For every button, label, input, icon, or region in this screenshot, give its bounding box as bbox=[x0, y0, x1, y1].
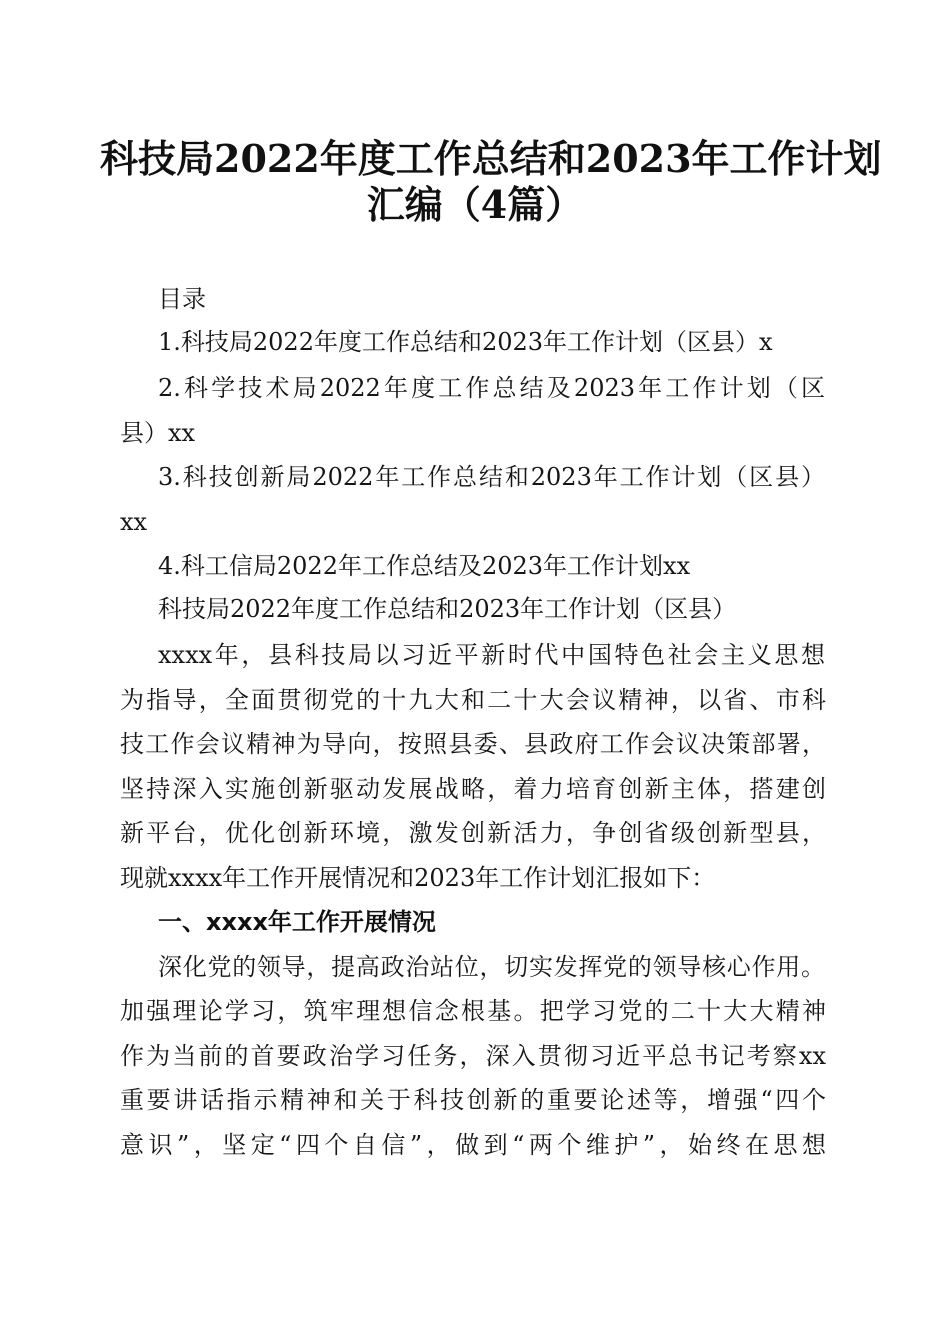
paragraph-1-line: 为指导，全面贯彻党的十九大和二十大会议精神，以省、市科 bbox=[120, 686, 826, 714]
section-1-heading: 一、xxxx年工作开展情况 bbox=[158, 908, 436, 936]
toc-item-3-line-1: 3.科技创新局2022年工作总结和2023年工作计划（区县） bbox=[158, 463, 825, 491]
article-title: 科技局2022年度工作总结和2023年工作计划（区县） bbox=[158, 595, 737, 623]
paragraph-2-line: 重要讲话指示精神和关于科技创新的重要论述等，增强“四个 bbox=[120, 1086, 826, 1114]
paragraph-1-line: 坚持深入实施创新驱动发展战略，着力培育创新主体，搭建创 bbox=[120, 775, 826, 803]
paragraph-2-line: 加强理论学习，筑牢理想信念根基。把学习党的二十大大精神 bbox=[120, 997, 826, 1025]
paragraph-2-line: 意识”，坚定“四个自信”，做到“两个维护”，始终在思想 bbox=[120, 1131, 826, 1159]
paragraph-2-line: 深化党的领导，提高政治站位，切实发挥党的领导核心作用。 bbox=[158, 953, 825, 981]
toc-label: 目录 bbox=[158, 285, 206, 313]
paragraph-1-line: 新平台，优化创新环境，激发创新活力，争创省级创新型县， bbox=[120, 819, 826, 847]
document-title-line-2: 汇编（4篇） bbox=[366, 182, 584, 227]
paragraph-2-line: 作为当前的首要政治学习任务，深入贯彻习近平总书记考察xx bbox=[120, 1042, 826, 1070]
toc-item-4: 4.科工信局2022年工作总结及2023年工作计划xx bbox=[158, 552, 691, 580]
document-title-line-1: 科技局2022年度工作总结和2023年工作计划 bbox=[100, 136, 882, 181]
toc-item-2-line-1: 2.科学技术局2022年度工作总结及2023年工作计划（区 bbox=[158, 374, 825, 402]
paragraph-1-line: xxxx年，县科技局以习近平新时代中国特色社会主义思想 bbox=[158, 641, 825, 669]
toc-item-2-line-2: 县）xx bbox=[120, 419, 196, 447]
paragraph-1-line: 现就xxxx年工作开展情况和2023年工作计划汇报如下： bbox=[120, 864, 716, 892]
toc-item-1: 1.科技局2022年度工作总结和2023年工作计划（区县）x bbox=[158, 328, 773, 356]
paragraph-1-line: 技工作会议精神为导向，按照县委、县政府工作会议决策部署， bbox=[120, 730, 826, 758]
toc-item-3-line-2: xx bbox=[120, 508, 148, 536]
